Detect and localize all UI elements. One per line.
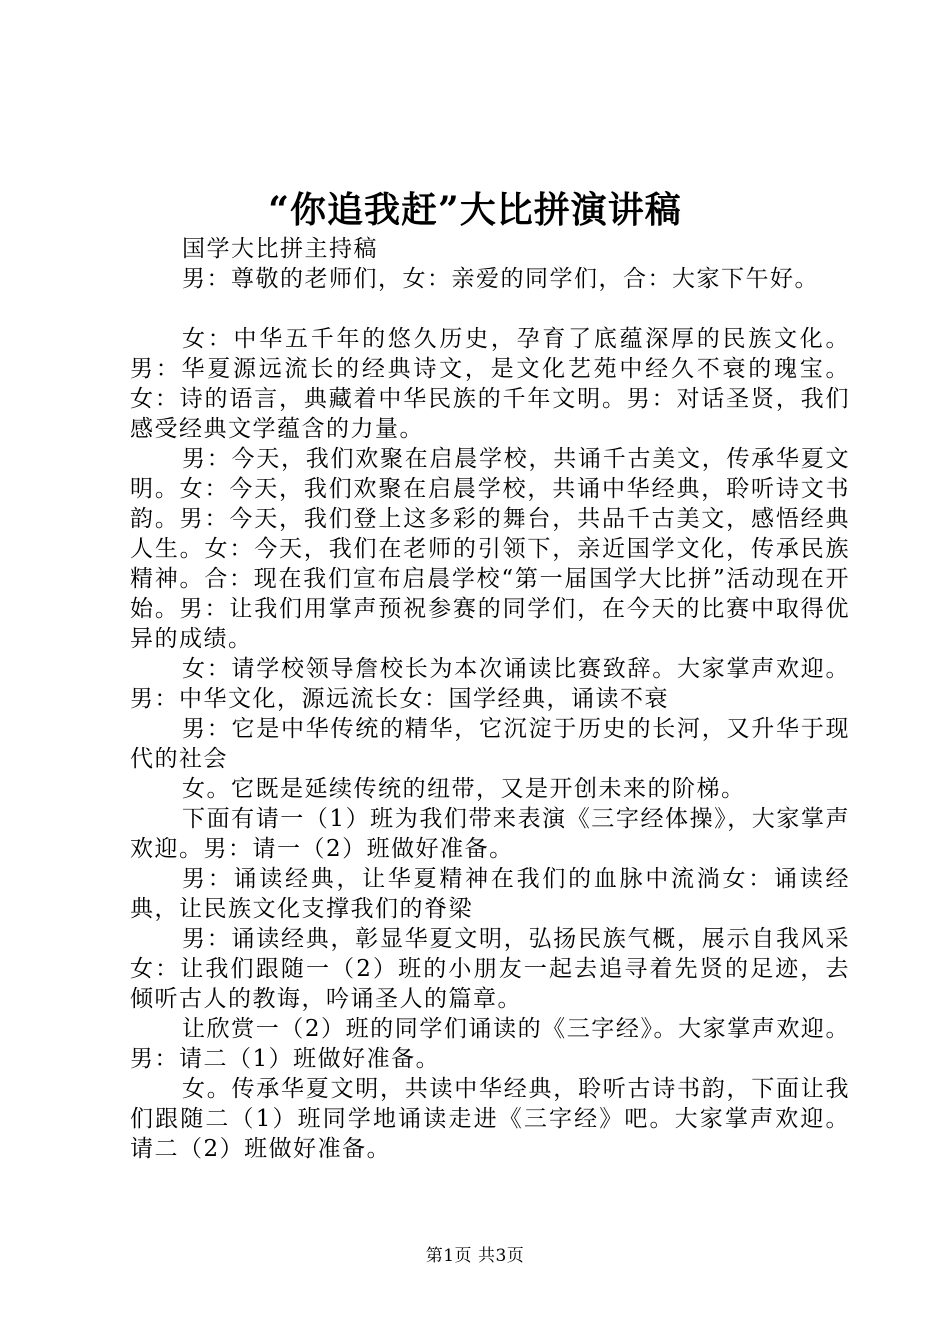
paragraph: 男：诵读经典，让华夏精神在我们的血脉中流淌女：诵读经典，让民族文化支撑我们的脊梁: [130, 866, 850, 922]
paragraph: 女：中华五千年的悠久历史，孕育了底蕴深厚的民族文化。男：华夏源远流长的经典诗文，是文化艺苑中经久不衰的瑰宝。女：诗的语言，典藏着中华民族的千年文明。男：对话圣贤，我们感受经典文学蕴含的力量。: [130, 326, 850, 442]
paragraph: 女。它既是延续传统的纽带，又是开创未来的阶梯。: [182, 776, 746, 802]
paragraph: 男：今天，我们欢聚在启晨学校，共诵千古美文，传承华夏文明。女：今天，我们欢聚在启晨学校，共诵中华经典，聆听诗文书韵。男：今天，我们登上这多彩的舞台，共品千古美文，感悟经典人生。女：今天，我们在老师的引领下，亲近国学文化，传承民族精神。合：现在我们宣布启晨学校“第一届国学大比拼”活动现在开始。男：让我们用掌声预祝参赛的同学们，在今天的比赛中取得优异的成绩。: [130, 446, 850, 652]
paragraph: 下面有请一（1）班为我们带来表演《三字经体操》，大家掌声欢迎。男：请一（2）班做好准备。: [130, 806, 850, 862]
page-number-footer: 第1页 共3页: [425, 1246, 525, 1266]
paragraph: 女：请学校领导詹校长为本次诵读比赛致辞。大家掌声欢迎。男：中华文化，源远流长女：国学经典，诵读不衰: [130, 656, 850, 712]
paragraph: 让欣赏一（2）班的同学们诵读的《三字经》。大家掌声欢迎。男：请二（1）班做好准备。: [130, 1016, 850, 1072]
paragraph-greeting: 男：尊敬的老师们，女：亲爱的同学们，合：大家下午好。: [182, 266, 819, 292]
paragraph: 女。传承华夏文明，共读中华经典，聆听古诗书韵，下面让我们跟随二（1）班同学地诵读走进《三字经》吧。大家掌声欢迎。请二（2）班做好准备。: [130, 1076, 850, 1162]
paragraph-subtitle: 国学大比拼主持稿: [182, 236, 378, 262]
paragraph: 男：诵读经典，彰显华夏文明，弘扬民族气概，展示自我风采女：让我们跟随一（2）班的小朋友一起去追寻着先贤的足迹，去倾听古人的教诲，吟诵圣人的篇章。: [130, 926, 850, 1012]
document-title: “你追我赶”大比拼演讲稿: [268, 189, 682, 231]
document-body: [130, 234, 850, 1164]
paragraph: 男：它是中华传统的精华，它沉淀于历史的长河，又升华于现代的社会: [130, 716, 850, 772]
